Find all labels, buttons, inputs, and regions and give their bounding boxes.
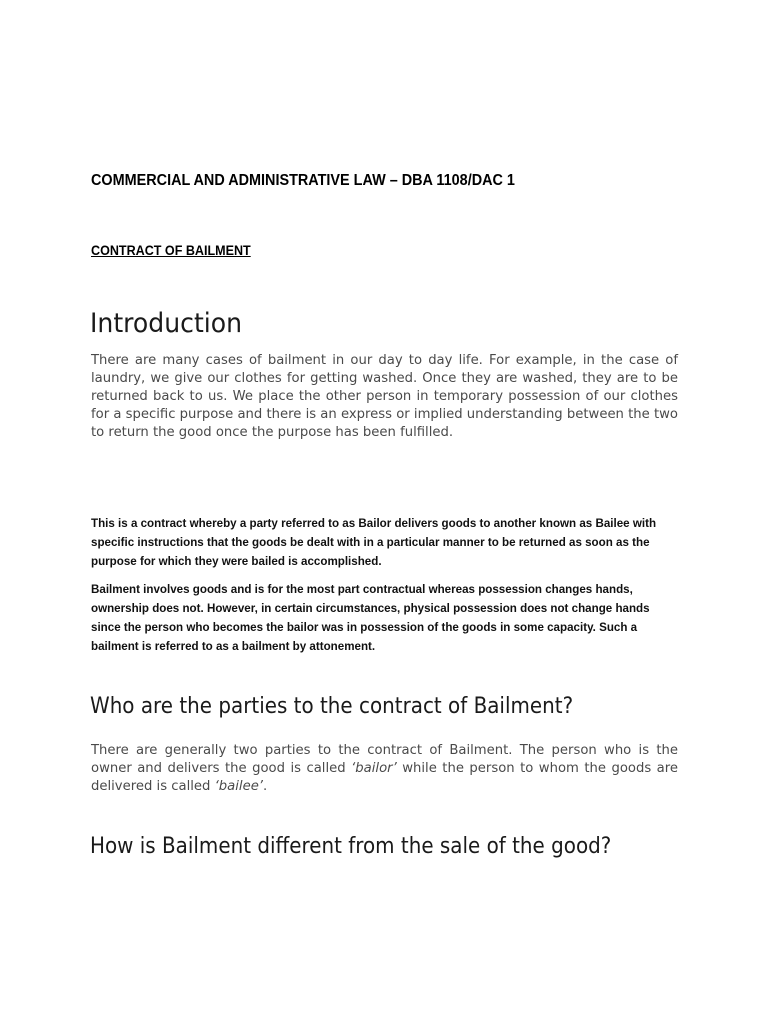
definition-paragraph: This is a contract whereby a party referred to as Bailor delivers goods to another known as Bailee with specific instructions that the goods be dealt with in a particular manner to be returned as soon as the purpose for which they were bailed is accomplished. (91, 517, 657, 568)
introduction-paragraph: There are many cases of bailment in our day to day life. For example, in the case of laundry, we give our clothes for getting washed. Once they are washed, they are to be returned back to us. We place the other person in temporary possession of our clothes for a specific purpose and there is an express or implied understanding between the two to return the good once the purpose has been fulfilled. (91, 353, 678, 440)
term-bailor: ‘bailor’ (351, 761, 397, 776)
term-bailee: ‘bailee’ (214, 779, 264, 794)
parties-text-2: while the person to whom the goods are delivered is called (91, 761, 679, 794)
introduction-heading: Introduction (90, 308, 243, 339)
parties-text-end: . (263, 779, 268, 794)
parties-paragraph (91, 742, 678, 796)
document-title: COMMERCIAL AND ADMINISTRATIVE LAW – DBA 1108/DAC 1 (91, 172, 515, 189)
parties-heading: Who are the parties to the contract of Bailment? (90, 693, 574, 719)
parties-text-1: There are generally two parties to the contract of Bailment. The person who is the owner and delivers the good is called (91, 743, 678, 776)
document-subtitle: CONTRACT OF BAILMENT (91, 243, 251, 258)
difference-heading: How is Bailment different from the sale of the good? (90, 833, 612, 859)
bailment-ownership-paragraph: Bailment involves goods and is for the most part contractual whereas possession changes hands, ownership does not. However, in certain circumstances, physical possession does not change hands since the person who becomes the bailor was in possession of the goods in some capacity. Such a bailment is referred to as a bailment by attonement. (91, 583, 650, 653)
